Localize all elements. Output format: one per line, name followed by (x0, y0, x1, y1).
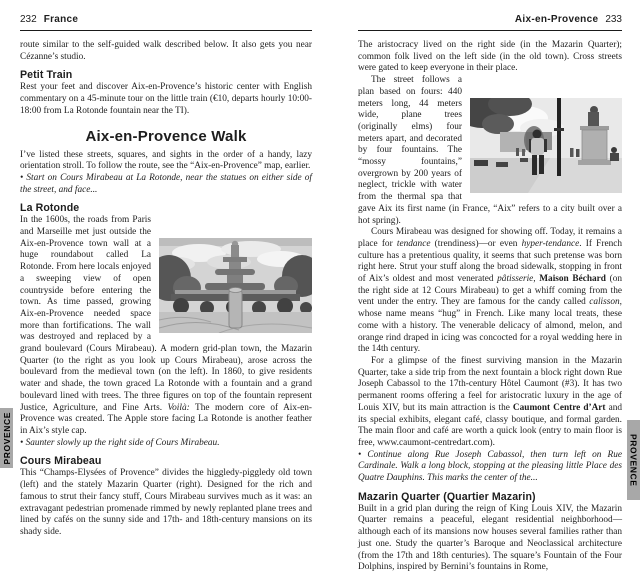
running-header-right (358, 14, 622, 31)
page-number: 232 (20, 14, 37, 25)
right-page-content (358, 40, 622, 574)
cours-mirabeau-street-photo (470, 98, 622, 193)
section-tab-provence-left (0, 408, 13, 468)
paragraph: Rest your feet and discover Aix-en-Provence’s historic center with English commentary on a 45-minute tour on the little train (€10, departs hourly 10:00-18:00 from La Rotonde fountain near the TI). (20, 82, 312, 116)
paragraph: For a glimpse of the finest surviving mansion in the Mazarin Quarter, take a side trip from the next fountain a block right down Rue Joseph Cabassol to the 17th-century Hôtel Caumont (#3). It has two permanent rooms offering a feel for aristocratic luxury in the age of Louis XIV, but its main attraction is the Caumont Centre d’Art and its special exhibits, elegant café, classy boutique, and formal garden. The main floor and café are worth a quick look (entry to main floor is free, www.caumont-centredart.com). (358, 355, 622, 448)
page-title: Aix-en-Provence (514, 14, 599, 25)
section-tab-provence-right (627, 420, 640, 500)
page-number: 233 (605, 14, 622, 25)
paragraph: The street follows a plan based on fours: 440 meters long, 44 meters wide, plane trees (originally elms) four meters apart, and decorated by four fountains. The “mossy fountains,” overgrown by 200 years of neglect, trickle with water from the thermal spa that gave Aix its first name (in France, “Aix” refers to a city built over a hot spring). (358, 75, 622, 226)
left-page-content (20, 40, 312, 539)
section-heading: Mazarin Quarter (Quartier Mazarin) (358, 490, 536, 503)
la-rotonde-fountain-photo (159, 238, 312, 333)
paragraph: Built in a grid plan during the reign of King Louis XIV, the Mazarin Quarter remains a peaceful, elegant residential neighborhood—although each of its mansions now houses several families rather than just one. Study the quarter’s Baroque and Neoclassical architecture (from the 17th and 18th centuries). The square’s Fountain of the Four Dolphins, inspired by Bernini’s fountains in Rome, (358, 503, 622, 573)
walk-direction: • Continue along Rue Joseph Cabassol, then turn left on Rue Cardinale. Walk a long block, stopping at the pleasing little Place des Quatre Dauphins. This marks the center of the... (358, 449, 622, 484)
section-tab-label: PROVENCE (628, 433, 639, 487)
paragraph: I’ve listed these streets, squares, and sights in the order of a handy, lazy orientation stroll. To follow the route, see the “Aix-en-Provence” map, earlier. (20, 149, 312, 172)
right-page (358, 14, 622, 574)
page-title: France (43, 14, 79, 25)
section-tab-label: PROVENCE (1, 411, 12, 465)
section-heading: Petit Train (20, 69, 73, 82)
la-rotonde-fountain-photo (159, 238, 312, 333)
walk-title: Aix-en-Provence Walk (85, 127, 247, 145)
walk-direction: • Saunter slowly up the right side of Cours Mirabeau. (20, 437, 220, 448)
left-page (20, 14, 312, 539)
section-heading: La Rotonde (20, 202, 80, 215)
paragraph: The aristocracy lived on the right side (in the Mazarin Quarter); common folk lived on the left side (in the old town). Cross streets were gated to keep everyone in their place. (358, 40, 622, 74)
paragraph: This “Champs-Elysées of Provence” divides the higgledy-piggledy old town (left) and the stately Mazarin Quarter (right). Designed for the rich and famous to strut their fancy stuff, Cours Mirabeau survives much as it was: an extravagant pedestrian promenade rimmed by newly replanted plane trees and lined by cafés on the sunny side and 17th- and 18th-century mansions on its shady side. (20, 468, 312, 537)
paragraph: route similar to the self-guided walk described below. It also gets you near Cézanne’s studio. (20, 40, 312, 62)
section-heading: Cours Mirabeau (20, 455, 102, 468)
running-header-left (20, 14, 312, 31)
cours-mirabeau-street-photo (470, 98, 622, 193)
walk-direction: • Start on Cours Mirabeau at La Rotonde, near the statues on either side of the street, and face... (20, 172, 312, 195)
paragraph: Cours Mirabeau was designed for showing off. Today, it remains a place for tendance (trendiness)—or even hyper-tendance. If French culture has a pretentious quality, it seems that such pretense was born right here. Strut your stuff along the broad sidewalk, stopping in front of Aix’s oldest and most venerated pâtisserie, Maison Béchard (on the right side at 12 Cours Mirabeau) to get a whiff coming from the vent under the entry. They are famous for the candy called calisson, whose name means “hug” in French. Like many local treats, these come with a history. The venerable delicacy of almond, melon, and orange rind draped in icing was concocted for a royal wedding here in the 14th century. (358, 227, 623, 355)
paragraph: In the 1600s, the roads from Paris and Marseille met just outside the Aix-en-Provence town wall at a huge roundabout called La Rotonde. From here locals enjoyed a sweeping view of open countryside before entering the town. As time passed, growing Aix-en-Provence needed space more than fortifications. The wall was destroyed and replaced by a grand boulevard (Cours Mirabeau). A modern grid-plan town, the Mazarin Quarter (to the right as you look up Cours Mirabeau), arose across the boulevard from the medieval town (on the left). In 1860, to give residents water and shade, the town graced La Rotonde with a fountain and a grand boulevard lined with trees. The three figures on top of the fountain represent Justice, Agriculture, and Fine Arts. Voilà: The modern core of Aix-en-Provence was created. The Apple store facing La Rotonde is another feather in Aix’s style cap. (20, 215, 312, 437)
